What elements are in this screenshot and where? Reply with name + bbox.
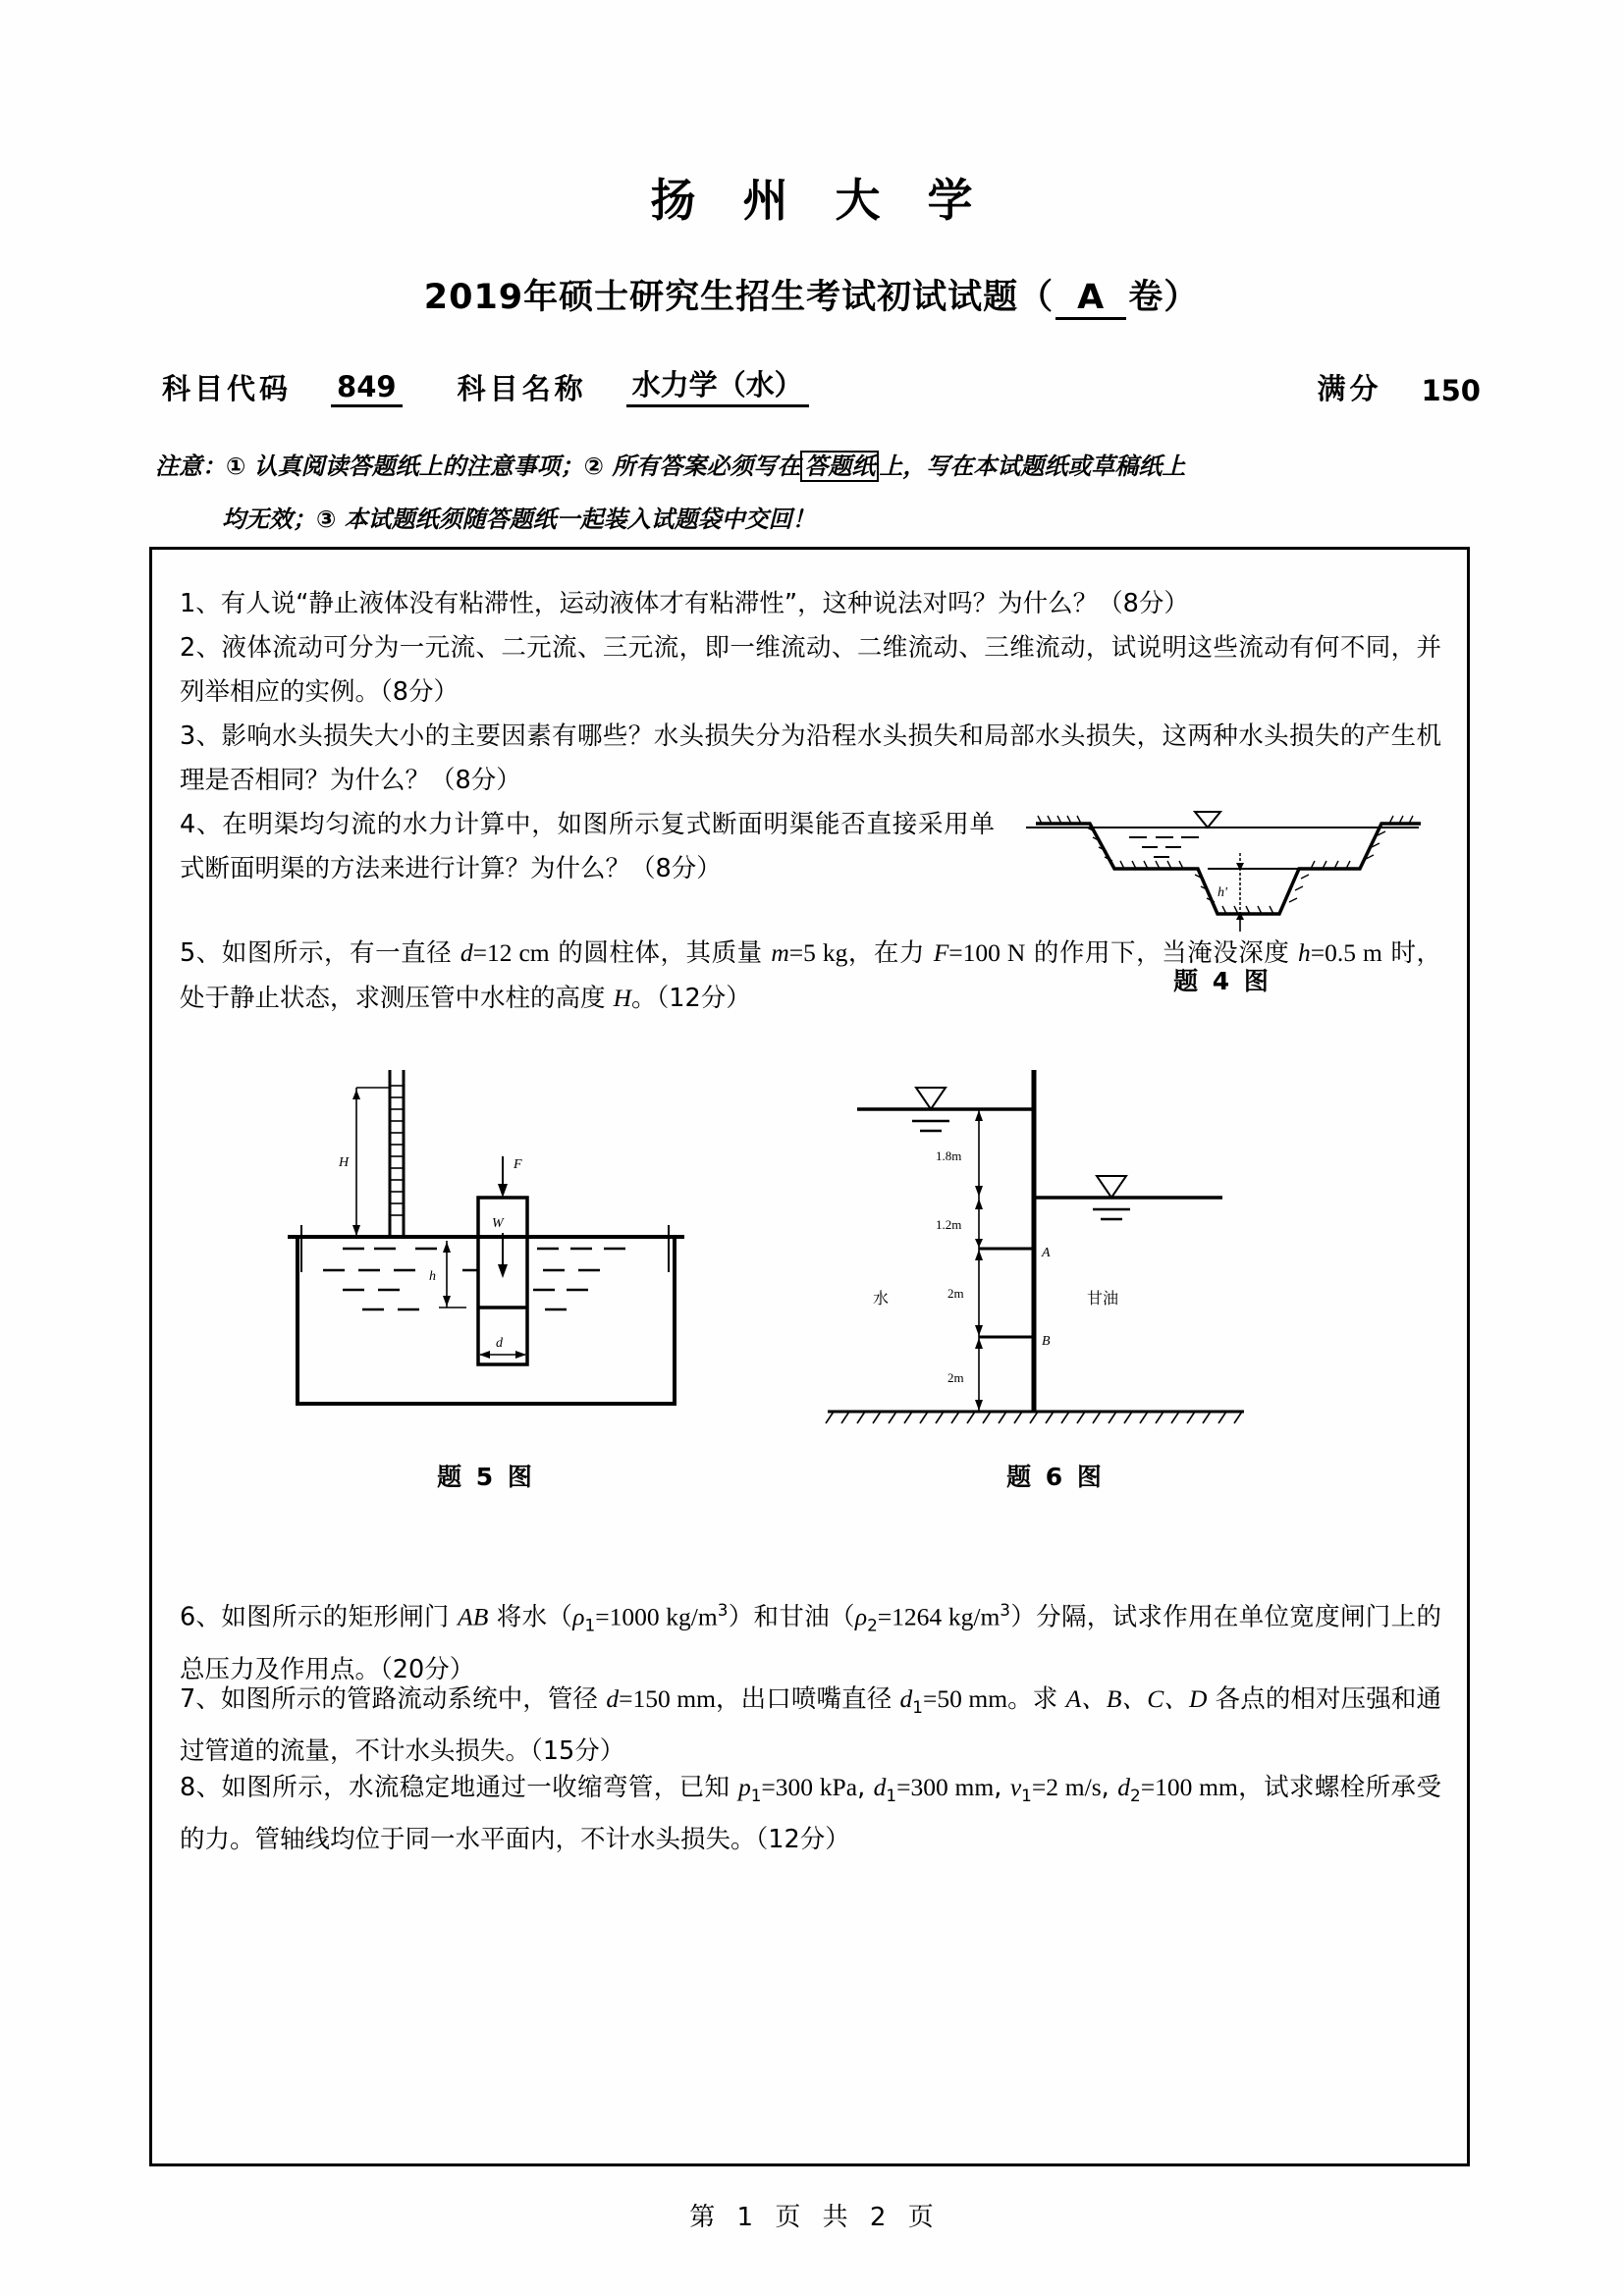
q7-text-2: ，出口喷嘴直径 xyxy=(715,1684,900,1714)
fig6-dim-4: 2m xyxy=(947,1370,964,1385)
subject-code-label: 科目代码 xyxy=(162,372,293,405)
q5-var-F: F xyxy=(933,938,949,967)
q6-text-1: 6、如图所示的矩形闸门 xyxy=(180,1602,459,1632)
q8-sub-v1: 1 xyxy=(1021,1786,1032,1806)
figure-5-caption: 题 5 图 xyxy=(437,1463,535,1491)
q8-val-p1: =300 kPa xyxy=(761,1773,858,1801)
question-4: 4、在明渠均匀流的水力计算中，如图所示复式断面明渠能否直接采用单式断面明渠的方法来进行计算？为什么？（8分） xyxy=(180,810,995,883)
q8-sub-d2: 2 xyxy=(1129,1786,1141,1806)
q5-text-4: 的作用下，当淹没深度 xyxy=(1025,938,1299,968)
figure-6-gate-water-glycerin xyxy=(800,1041,1311,1433)
fig6-dim-1: 1.8m xyxy=(936,1148,962,1163)
q5-var-d: d xyxy=(460,938,473,967)
fig5-label-d: d xyxy=(496,1336,503,1351)
q5-text-5: 时，处于静止状态，求测压管中水柱的高度 xyxy=(180,938,1442,1013)
q6-val-rho2: =1264 kg/m xyxy=(877,1602,1001,1631)
question-7 xyxy=(180,1677,1441,1774)
full-marks-value: 150 xyxy=(1421,374,1481,407)
subject-name-label: 科目名称 xyxy=(457,372,587,405)
subject-code-value: 849 xyxy=(331,370,403,407)
q6-sup-rho1: 3 xyxy=(717,1600,729,1620)
q7-text-1: 7、如图所示的管路流动系统中，管径 xyxy=(180,1684,607,1714)
notice-line-2: 均无效；③ 本试题纸须随答题纸一起装入试题袋中交回！ xyxy=(222,506,816,533)
fig5-label-h: h xyxy=(429,1269,436,1284)
question-8 xyxy=(180,1765,1441,1862)
q5-val-h: =0.5 m xyxy=(1310,938,1382,967)
q7-val-d: =150 mm xyxy=(619,1684,716,1713)
university-title: 扬 州 大 学 xyxy=(650,174,989,227)
notice-text-part1: 注意：① 认真阅读答题纸上的注意事项；② 所有答案必须写在 xyxy=(155,453,801,480)
q6-val-rho1: =1000 kg/m xyxy=(595,1602,718,1631)
questions-frame xyxy=(149,547,1470,2166)
q6-var-rho1: ρ xyxy=(572,1602,585,1631)
q6-sub-rho2: 2 xyxy=(867,1615,878,1635)
q6-var-AB: AB xyxy=(458,1602,489,1631)
fig5-label-F: F xyxy=(514,1157,522,1172)
page-footer: 第 1 页 共 2 页 xyxy=(689,2203,941,2232)
q8-var-d1: d xyxy=(873,1773,887,1801)
q6-text-2: 将水（ xyxy=(488,1602,573,1632)
exam-notice xyxy=(155,440,1505,546)
figure-4-caption: 题 4 图 xyxy=(1173,967,1271,995)
question-3: 3、影响水头损失大小的主要因素有哪些？水头损失分为沿程水头损失和局部水头损失，这两种水头损失的产生机理是否相同？为什么？（8分） xyxy=(180,721,1441,795)
question-1: 1、有人说“静止液体没有粘滞性，运动液体才有粘滞性”，这种说法对吗？为什么？（8分） xyxy=(180,589,1189,618)
q5-val-m: =5 kg xyxy=(788,938,848,967)
q5-var-m: m xyxy=(771,938,789,967)
q6-text-3: ）和甘油（ xyxy=(728,1602,855,1632)
q5-val-d: =12 cm xyxy=(472,938,550,967)
subject-info-row xyxy=(162,363,1481,407)
paper-code-value: A xyxy=(1055,278,1126,320)
q7-text-3: 。求 xyxy=(1007,1684,1066,1714)
q8-sub-p1: 1 xyxy=(750,1786,762,1806)
q8-var-v1: v xyxy=(1009,1773,1022,1801)
q5-text-2: 的圆柱体，其质量 xyxy=(549,938,772,968)
exam-title-prefix: 2019年硕士研究生招生考试初试试题（ xyxy=(423,278,1055,317)
fig6-dim-2: 1.2m xyxy=(936,1217,962,1232)
notice-text-part2: 上，写在本试题纸或草稿纸上 xyxy=(879,453,1186,480)
notice-boxed-term: 答题纸 xyxy=(800,451,879,482)
q7-points: A、B、C、D xyxy=(1065,1684,1208,1713)
q5-text-1: 5、如图所示，有一直径 xyxy=(180,938,460,968)
fig6-dim-3: 2m xyxy=(947,1286,964,1301)
q5-val-F: =100 N xyxy=(948,938,1026,967)
figure-5-cylinder-tank xyxy=(280,1041,692,1433)
q6-text-4: ）分隔，试求作用在单位宽度闸门上的总压力及作用点。（20分） xyxy=(180,1602,1441,1684)
q5-text-3: ，在力 xyxy=(847,938,934,968)
question-5 xyxy=(180,931,1441,1021)
fig5-label-H: H xyxy=(339,1155,350,1170)
q7-text-4: 各点的相对压强和通过管道的流量，不计水头损失。（15分） xyxy=(180,1684,1441,1767)
fig6-label-water: 水 xyxy=(873,1289,890,1308)
q5-var-H: H xyxy=(613,984,632,1012)
q8-sep-3: , xyxy=(1101,1773,1118,1802)
q8-text-2: ，试求螺栓所承受的力。管轴线均位于同一水平面内，不计水头损失。（12分） xyxy=(180,1773,1441,1855)
q6-sub-rho1: 1 xyxy=(584,1615,596,1635)
q7-var-d1: d xyxy=(899,1684,913,1713)
q8-text-1: 8、如图所示，水流稳定地通过一收缩弯管，已知 xyxy=(180,1773,738,1802)
subject-name-value: 水力学（水） xyxy=(626,363,809,407)
q8-sep-1: , xyxy=(857,1773,874,1802)
fig6-label-B: B xyxy=(1042,1334,1051,1349)
fig4-label-h-prime: h' xyxy=(1217,885,1227,900)
q8-val-d1: =300 mm xyxy=(896,1773,995,1801)
q8-sub-d1: 1 xyxy=(886,1786,897,1806)
q8-val-v1: =2 m/s xyxy=(1031,1773,1102,1801)
q6-var-rho2: ρ xyxy=(854,1602,868,1631)
q7-var-d: d xyxy=(606,1684,620,1713)
exam-title-suffix: 卷） xyxy=(1128,278,1200,317)
q7-val-d1: =50 mm xyxy=(923,1684,1008,1713)
exam-title xyxy=(0,270,1623,320)
q5-text-6: 。（12分） xyxy=(631,984,751,1013)
q5-var-h: h xyxy=(1298,938,1311,967)
q7-sub-d1: 1 xyxy=(912,1697,923,1718)
figure-6-caption: 题 6 图 xyxy=(1006,1463,1105,1491)
q8-sep-2: , xyxy=(994,1773,1010,1802)
fig5-label-W: W xyxy=(492,1216,504,1231)
q6-sup-rho2: 3 xyxy=(1000,1600,1011,1620)
q8-val-d2: =100 mm xyxy=(1140,1773,1238,1801)
question-2: 2、液体流动可分为一元流、二元流、三元流，即一维流动、二维流动、三维流动，试说明这些流动有何不同，并列举相应的实例。（8分） xyxy=(180,633,1441,707)
q8-var-d2: d xyxy=(1117,1773,1130,1801)
full-marks-label: 满分 xyxy=(1317,372,1382,405)
fig6-label-glycerin: 甘油 xyxy=(1087,1289,1119,1308)
fig6-label-A: A xyxy=(1042,1246,1051,1260)
q8-var-p1: p xyxy=(737,1773,751,1801)
